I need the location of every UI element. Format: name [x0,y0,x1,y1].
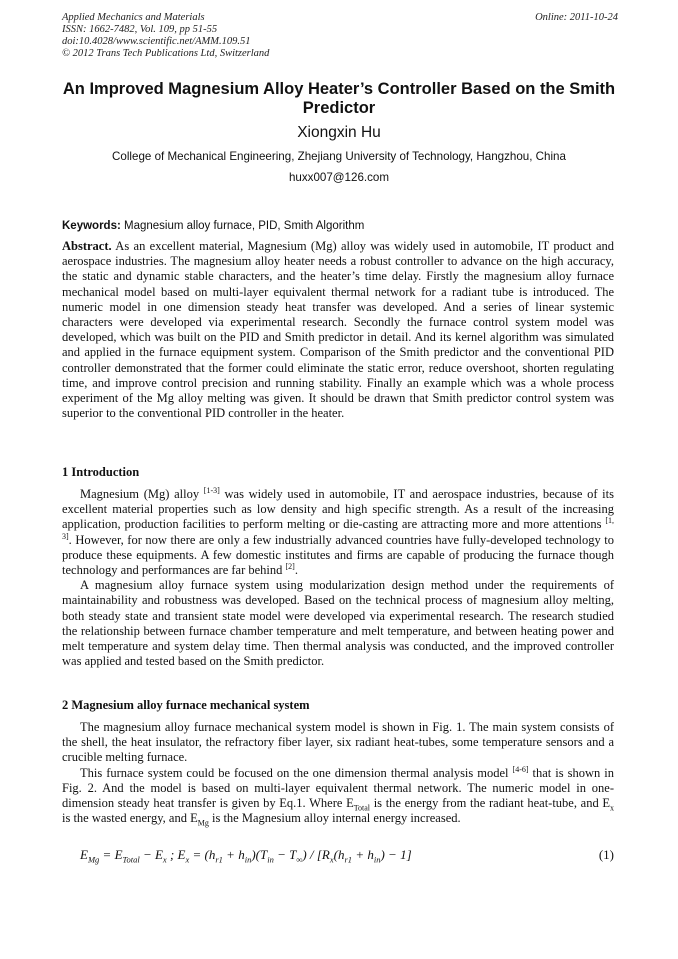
equation-number: (1) [598,847,614,862]
journal-issn: ISSN: 1662-7482, Vol. 109, pp 51-55 [62,24,218,35]
system-paragraph-1: The magnesium alloy furnace mechanical system model is shown in Fig. 1. The main system consists of the shell, the heat insulator, the refractory fiber layer, six radiant heat-tubes, some temperature sensors and a crucible melting furnace. [62,720,614,765]
online-date: Online: 2011-10-24 [535,12,618,23]
intro-paragraph-2: A magnesium alloy furnace system using modularization design method under the requirements of maintainability and robustness was developed. Based on the technical process of magnesium alloy melting, both steady state and transient state model were developed via experimental research. The research studied the relationship between furnace chamber temperature and melt temperature, and between heating power and melt temperature and system delay time. Then thermal analysis was conducted, and the improved controller was applied and tested based on the Smith predictor. [62,578,614,669]
keywords-text: Magnesium alloy furnace, PID, Smith Algorithm [120,220,365,232]
citation: [1-3] [203,485,220,495]
journal-doi: doi:10.4028/www.scientific.net/AMM.109.51 [62,36,251,47]
journal-name: Applied Mechanics and Materials [62,12,205,23]
section-heading-mechanical-system: 2 Magnesium alloy furnace mechanical system [62,698,310,712]
citation: [2] [285,561,295,571]
section-heading-introduction: 1 Introduction [62,465,140,479]
equation-1: $E_{Mg} = E_{Total} - E_x$ ; $E_x = (h_{r1} + h_{in})(T_{in} - T_\infty) / [R_x(h_{r1} + h_{in}) - 1]$ (1) [80,847,614,865]
journal-copyright: © 2012 Trans Tech Publications Ltd, Switzerland [62,48,270,59]
abstract-text: As an excellent material, Magnesium (Mg) alloy was widely used in automobile, IT product and aerospace industries. The magnesium alloy heater needs a robust controller to advance on the high accuracy, the static and dynamic stable characters, and the heater’s time delay. Firstly the magnesium alloy furnace mechanical model based on multi-layer equivalent thermal network for a radiant tube is introduced. The numeric model in one dimension steady heat transfer was developed. And a series of linear systemic characters were developed via experimental research. Secondly the furnace control system model was developed, which was built on the PID and Smith predictor in detail. And its kernel algorithm was simulated and applied in the furnace equipment system. Comparison of the Smith predictor and the conventional PID controller demonstrated that the former could eliminate the static error, reduce overshoot, shorten regulating time, and improve control precision and running stability. Finally an example which was a whole process experiment of the Mg alloy melting was given. It should be drawn that Smith predictor control system was superior to the conventional PID controller in the heater. [62,239,614,421]
citation: [1, 3] [62,516,614,541]
citation: [4-6] [512,764,529,774]
keywords-label: Keywords: [62,220,121,232]
author-affiliation: College of Mechanical Engineering, Zhejiang University of Technology, Hangzhou, China [112,150,566,163]
author-email: huxx007@126.com [288,171,390,184]
abstract-label: Abstract. [62,239,112,253]
paper-title: An Improved Magnesium Alloy Heater’s Controller Based on the Smith Predictor [62,80,616,117]
section-mechanical-system [62,720,614,826]
system-paragraph-2: This furnace system could be focused on the one dimension thermal analysis model [4-6] that is shown in Fig. 2. And the model is based on multi-layer equivalent thermal network. The numeric model in one-dimension steady heat transfer is given by Eq.1. Where $E_{Total}$ is the energy from the radiant heat-tube, and $E_x$ is the wasted energy, and $E_{Mg}$ is the Magnesium alloy internal energy increased. [62,764,614,828]
keywords [62,219,618,233]
abstract [62,239,614,421]
section-introduction [62,487,614,669]
intro-paragraph-1: Magnesium (Mg) alloy [1-3] was widely used in automobile, IT and aerospace industries, because of its excellent material properties such as low density and high specific strength. As a result of the increasing application, production facilities to perform melting or die-casting are attracting more and more attentions [1, 3]. However, for now there are only a few industrially advanced countries have fully-developed technology to produce these equipments. A few domestic institutes and firms are capable of producing the furnace though technology and performances are far behind [2]. [62,485,614,578]
author-name: Xiongxin Hu [297,124,381,141]
journal-header [62,12,618,60]
